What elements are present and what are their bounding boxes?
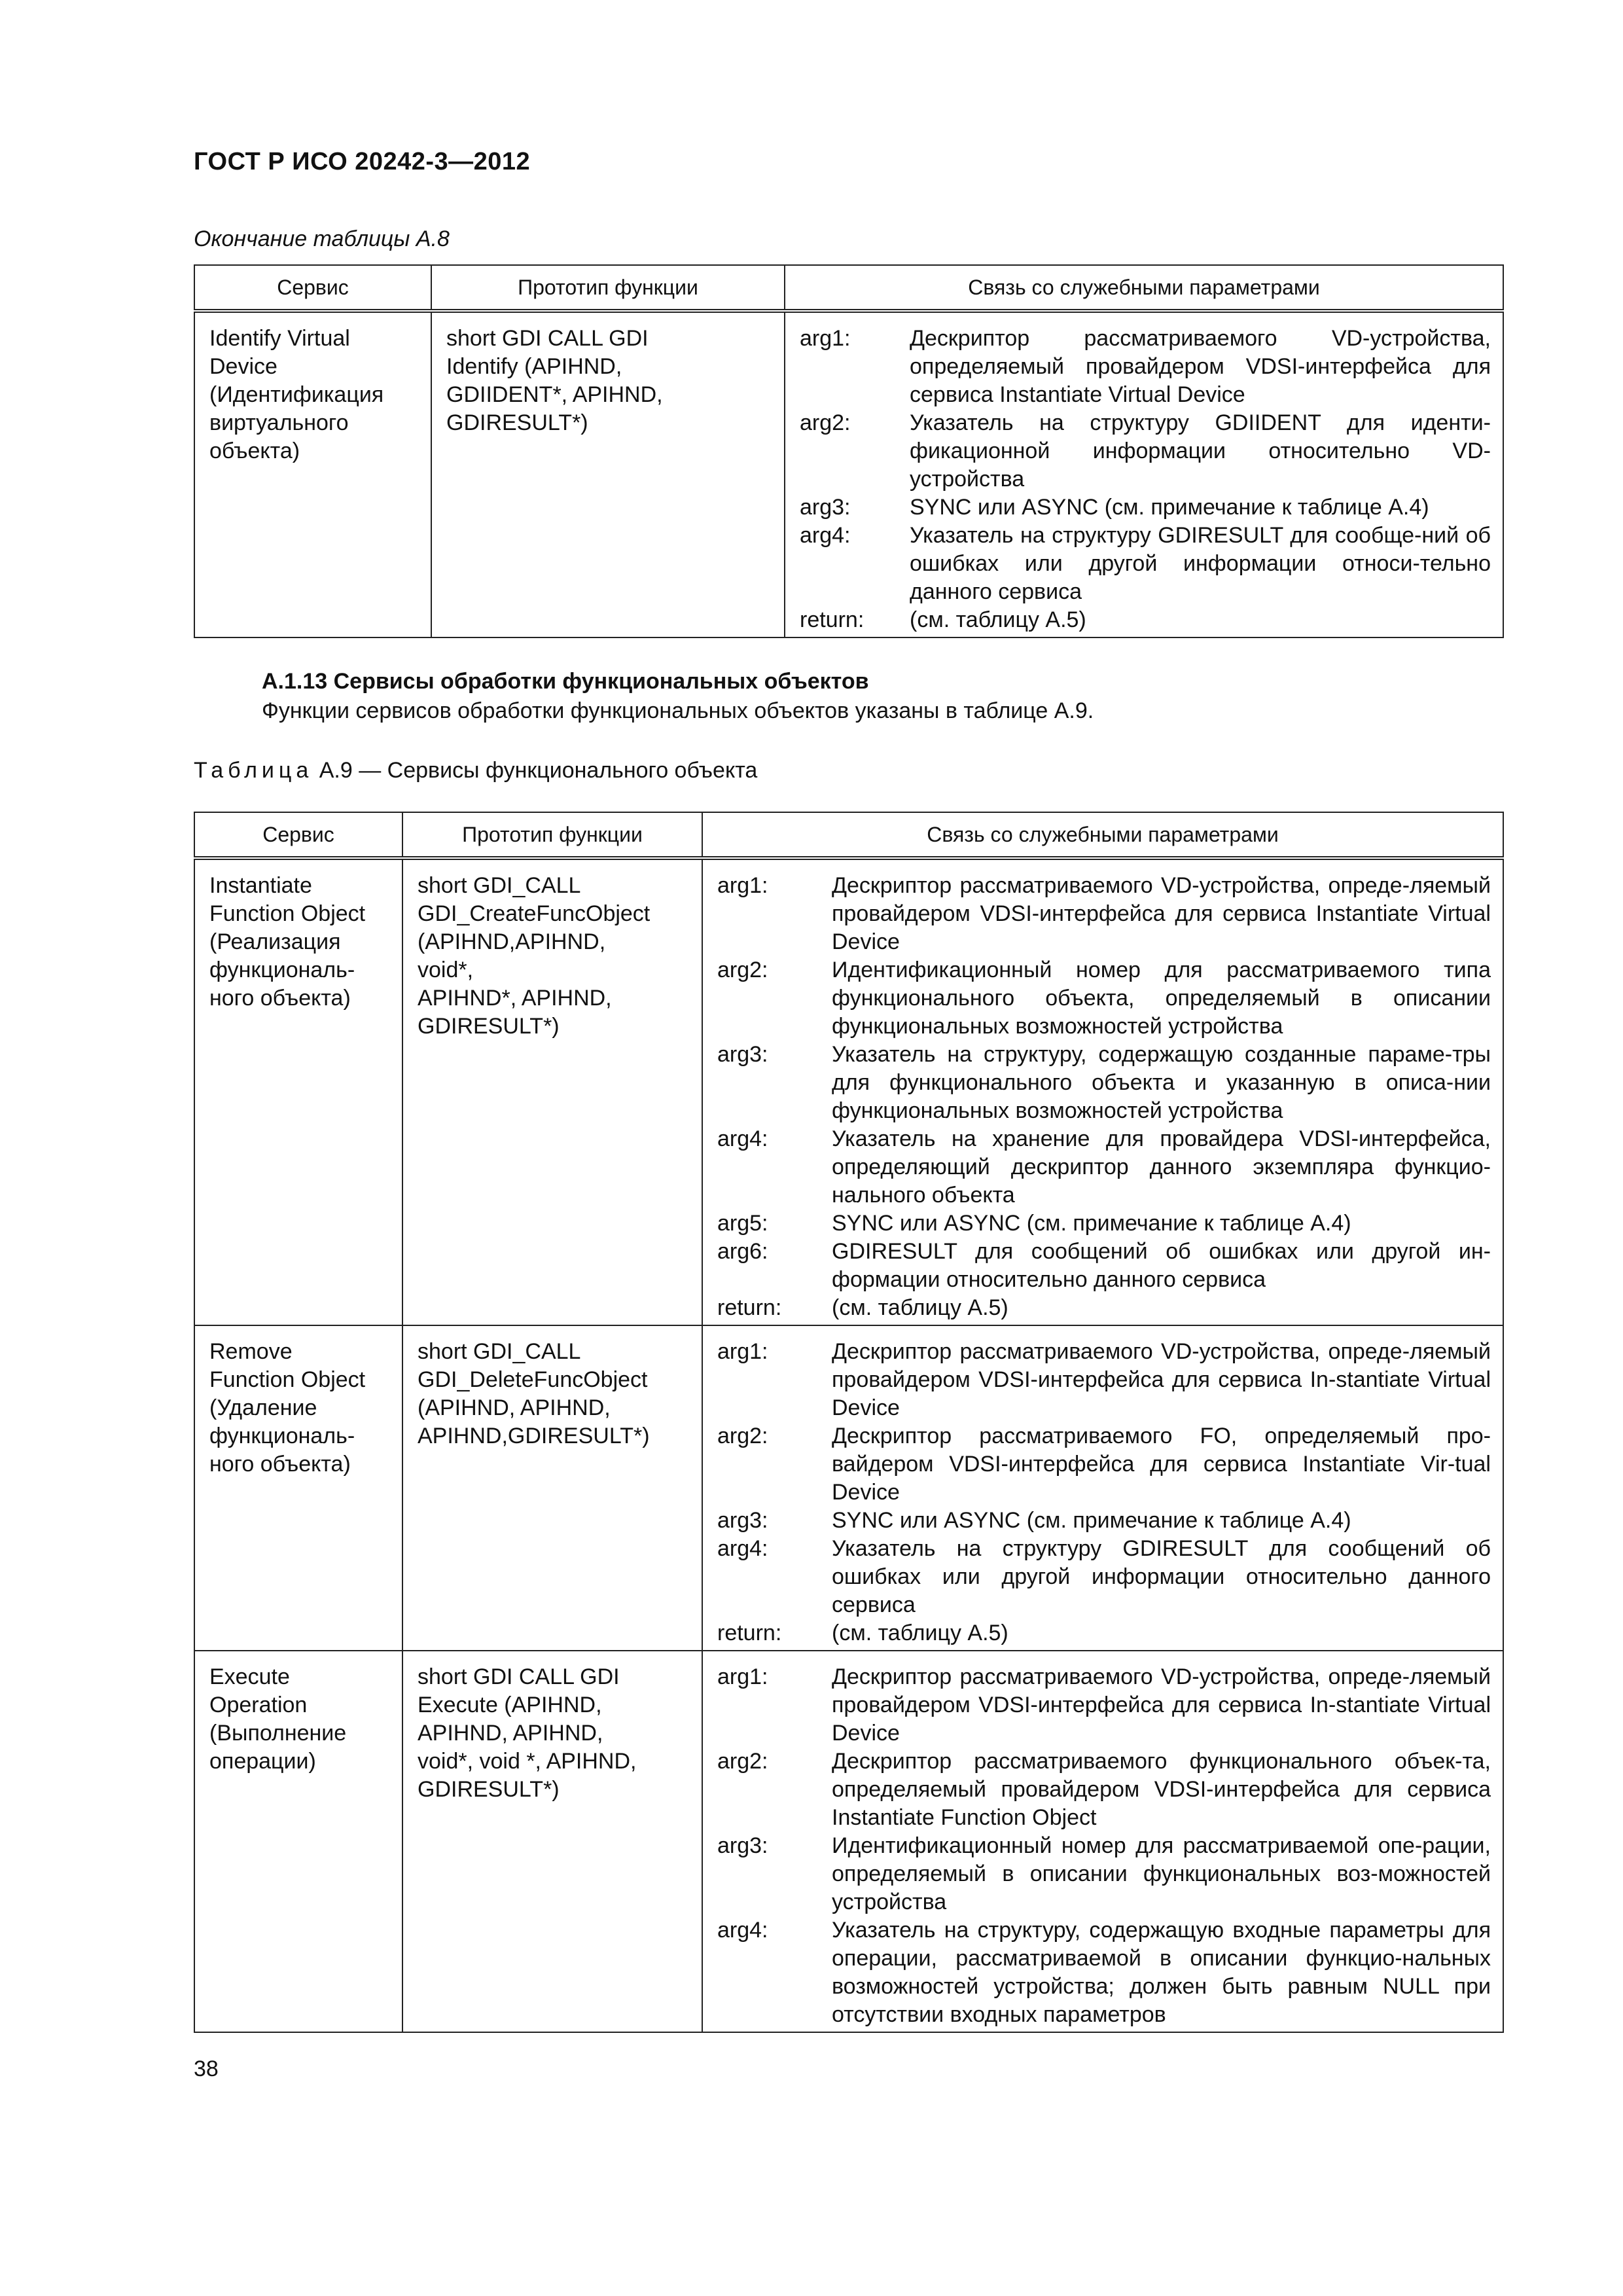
- service-cell: [194, 1651, 402, 2032]
- param-key: arg2:: [717, 1424, 768, 1448]
- param-key: arg4:: [717, 1918, 768, 1943]
- param-description: (см. таблицу А.5): [832, 1621, 1008, 1645]
- table-row: [194, 1325, 1503, 1651]
- service-cell: [194, 1325, 402, 1651]
- params-cell: [702, 1325, 1503, 1651]
- service-name: Remove Function Object (Удаление функциональ- ного объекта): [209, 1339, 366, 1477]
- param-line: [717, 956, 1491, 1041]
- param-key: arg1:: [717, 1339, 768, 1364]
- function-prototype: short GDI CALL GDI Identify (APIHND, GDIIDENT*, APIHND, GDIRESULT*): [446, 326, 663, 435]
- table-caption-text: А.9 — Сервисы функционального объекта: [313, 758, 758, 783]
- param-description: SYNC или ASYNC (см. примечание к таблице А.4): [832, 1211, 1351, 1236]
- param-description: Указатель на структуру GDIRESULT для сообщений об ошибках или другой информации относительно данного сервиса: [832, 1536, 1491, 1617]
- param-line: [717, 1294, 1491, 1322]
- param-line: [717, 1507, 1491, 1535]
- param-line: [717, 1916, 1491, 2029]
- function-prototype: short GDI CALL GDI Execute (APIHND, APIHND, APIHND, void*, void *, APIHND, GDIRESULT*): [418, 1664, 637, 1802]
- param-line: [717, 1619, 1491, 1647]
- param-line: [800, 325, 1491, 409]
- param-line: [717, 1832, 1491, 1916]
- param-description: Указатель на структуру GDIIDENT для иденти-фикационной информации относительно VD-устройства: [910, 410, 1491, 492]
- param-line: [717, 1041, 1491, 1125]
- param-key: arg1:: [717, 873, 768, 898]
- param-description: (см. таблицу А.5): [910, 607, 1086, 632]
- column-header-params: Связь со служебными параметрами: [785, 265, 1503, 311]
- prototype-cell: [402, 1651, 702, 2032]
- param-description: Дескриптор рассматриваемого функционального объек-та, определяемый провайдером VDSI-интерфейса для сервиса Instantiate Function Object: [832, 1749, 1491, 1830]
- param-line: [800, 493, 1491, 522]
- param-description: Дескриптор рассматриваемого VD-устройства, опреде-ляемый провайдером VDSI-интерфейса для сервиса In-stantiate Virtual Device: [832, 1664, 1491, 1746]
- service-cell: [194, 858, 402, 1325]
- column-header-prototype: Прототип функции: [402, 812, 702, 858]
- param-description: Идентификационный номер для рассматриваемой опе-рации, определяемый в описании функциональных воз-можностей устройства: [832, 1833, 1491, 1914]
- params-cell: [785, 311, 1503, 637]
- service-name: Execute Operation (Выполнение операции): [209, 1664, 347, 1774]
- param-key: arg1:: [800, 326, 851, 351]
- table-a9: [194, 812, 1504, 2033]
- param-key: return:: [800, 607, 865, 632]
- section-intro: Функции сервисов обработки функциональных объектов указаны в таблице А.9.: [262, 698, 1094, 723]
- service-cell: [194, 311, 431, 637]
- service-name: Instantiate Function Object (Реализация функциональ- ного объекта): [209, 873, 366, 1011]
- param-line: [717, 1535, 1491, 1619]
- param-key: arg5:: [717, 1211, 768, 1236]
- param-line: [800, 409, 1491, 493]
- param-line: [800, 606, 1491, 634]
- param-key: arg1:: [717, 1664, 768, 1689]
- param-description: Указатель на хранение для провайдера VDSI-интерфейса, определяющий дескриптор данного экземпляра функцио-нального объекта: [832, 1126, 1491, 1208]
- param-line: [717, 1338, 1491, 1422]
- service-name: Identify Virtual Device (Идентификация виртуального объекта): [209, 326, 384, 463]
- param-description: (см. таблицу А.5): [832, 1295, 1008, 1320]
- params-cell: [702, 1651, 1503, 2032]
- prototype-cell: [402, 858, 702, 1325]
- param-key: arg2:: [717, 1749, 768, 1774]
- prototype-cell: [402, 1325, 702, 1651]
- param-line: [717, 1125, 1491, 1210]
- table-row: [194, 311, 1503, 637]
- param-line: [717, 1663, 1491, 1748]
- table-caption-prefix: Таблица: [194, 758, 313, 783]
- column-header-service: Сервис: [194, 812, 402, 858]
- param-line: [717, 872, 1491, 956]
- document-header: ГОСТ Р ИСО 20242-3—2012: [194, 148, 531, 175]
- column-header-prototype: Прототип функции: [431, 265, 785, 311]
- param-key: return:: [717, 1621, 782, 1645]
- column-header-params: Связь со служебными параметрами: [702, 812, 1503, 858]
- section-heading: А.1.13 Сервисы обработки функциональных объектов: [262, 669, 869, 694]
- table-a8-continuation-label: Окончание таблицы А.8: [194, 226, 450, 251]
- param-description: Указатель на структуру, содержащую созданные параме-тры для функционального объекта и указанную в описа-нии функциональных возможностей устройства: [832, 1042, 1491, 1123]
- param-description: Дескриптор рассматриваемого VD-устройства, опреде-ляемый провайдером VDSI-интерфейса для сервиса Instantiate Virtual Device: [832, 873, 1491, 954]
- param-description: Указатель на структуру GDIRESULT для сообще-ний об ошибках или другой информации относи-тельно данного сервиса: [910, 523, 1491, 604]
- param-line: [717, 1422, 1491, 1507]
- table-header-row: [194, 812, 1503, 858]
- param-key: arg2:: [800, 410, 851, 435]
- param-line: [717, 1748, 1491, 1832]
- param-description: Дескриптор рассматриваемого FO, определяемый про-вайдером VDSI-интерфейса для сервиса Instantiate Vir-tual Device: [832, 1424, 1491, 1505]
- param-key: arg4:: [717, 1126, 768, 1151]
- param-key: return:: [717, 1295, 782, 1320]
- param-description: Дескриптор рассматриваемого VD-устройства, определяемый провайдером VDSI-интерфейса для сервиса Instantiate Virtual Device: [910, 326, 1491, 407]
- table-row: [194, 858, 1503, 1325]
- param-description: Дескриптор рассматриваемого VD-устройства, опреде-ляемый провайдером VDSI-интерфейса для сервиса In-stantiate Virtual Device: [832, 1339, 1491, 1420]
- param-key: arg3:: [800, 495, 851, 520]
- param-description: SYNC или ASYNC (см. примечание к таблице А.4): [832, 1508, 1351, 1533]
- param-key: arg2:: [717, 958, 768, 982]
- table-a8: [194, 264, 1504, 638]
- param-key: arg3:: [717, 1508, 768, 1533]
- param-description: GDIRESULT для сообщений об ошибках или другой ин-формации относительно данного сервиса: [832, 1239, 1491, 1292]
- prototype-cell: [431, 311, 785, 637]
- param-line: [717, 1238, 1491, 1294]
- column-header-service: Сервис: [194, 265, 431, 311]
- function-prototype: short GDI_CALL GDI_CreateFuncObject (APIHND,APIHND, void*, APIHND*, APIHND, GDIRESULT*): [418, 873, 651, 1039]
- param-line: [800, 522, 1491, 606]
- param-description: Указатель на структуру, содержащую входные параметры для операции, рассматриваемой в описании функцио-нальных возможностей устройства; должен быть равным NULL при отсутствии входных параметров: [832, 1918, 1491, 2027]
- param-key: arg4:: [800, 523, 851, 548]
- param-key: arg3:: [717, 1042, 768, 1067]
- page-number: 38: [194, 2056, 219, 2081]
- param-key: arg3:: [717, 1833, 768, 1858]
- param-description: Идентификационный номер для рассматриваемого типа функционального объекта, определяемый в описании функциональных возможностей устройства: [832, 958, 1491, 1039]
- params-cell: [702, 858, 1503, 1325]
- table-a9-caption: [194, 758, 757, 783]
- function-prototype: short GDI_CALL GDI_DeleteFuncObject (APIHND, APIHND, APIHND,GDIRESULT*): [418, 1339, 650, 1448]
- param-description: SYNC или ASYNC (см. примечание к таблице А.4): [910, 495, 1429, 520]
- table-row: [194, 1651, 1503, 2032]
- param-key: arg6:: [717, 1239, 768, 1264]
- param-key: arg4:: [717, 1536, 768, 1561]
- table-header-row: [194, 265, 1503, 311]
- param-line: [717, 1210, 1491, 1238]
